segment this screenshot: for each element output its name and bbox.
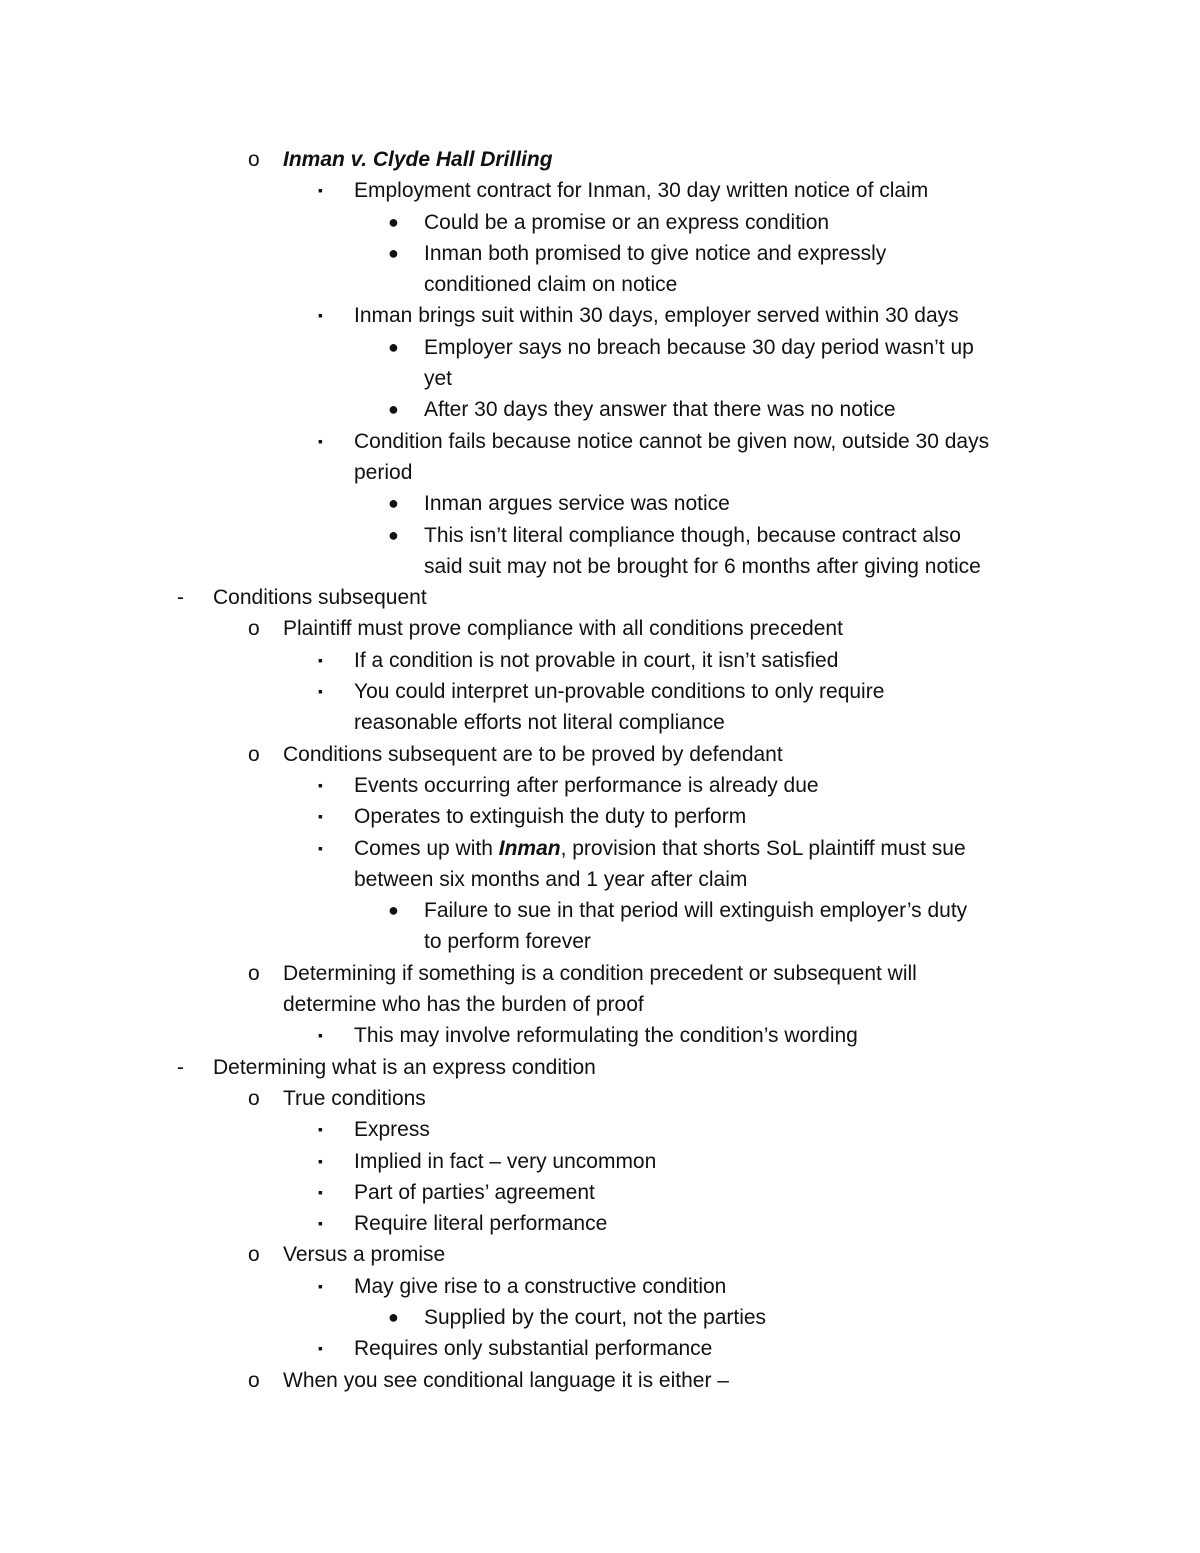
dot-bullet-icon: ●: [388, 493, 399, 514]
outline-item-level-3: [0, 238, 1200, 269]
outline-item-text: [424, 332, 974, 363]
text-run: , provision that shorts SoL plaintiff must sue: [560, 836, 966, 860]
outline-item-level-3: [0, 520, 1200, 551]
square-bullet-icon: ▪: [318, 432, 323, 449]
outline-item-level-2: [0, 1177, 1200, 1208]
outline-item-text: [354, 676, 884, 707]
text-run: Inman both promised to give notice and expressly: [424, 241, 887, 265]
outline-item-text: [424, 488, 730, 519]
text-run: Versus a promise: [283, 1243, 446, 1267]
outline-item-text: [354, 1146, 656, 1177]
outline-item-text: [354, 1114, 430, 1145]
outline-item-level-2: [0, 833, 1200, 864]
square-bullet-icon: ▪: [318, 808, 323, 825]
circle-bullet-icon: o: [248, 617, 260, 641]
dot-bullet-icon: ●: [388, 1306, 399, 1327]
square-bullet-icon: ▪: [318, 182, 323, 199]
outline-item-level-3: [0, 207, 1200, 238]
outline-item-level-3: [0, 895, 1200, 926]
outline-item-text: [283, 144, 553, 175]
outline-item-text: [354, 801, 746, 832]
outline-item-level-3: [0, 488, 1200, 519]
outline-item-text: [354, 864, 747, 895]
outline-item-level-1: [0, 958, 1200, 989]
outline-item-level-2: [0, 426, 1200, 457]
outline-item-text: [354, 707, 725, 738]
text-run: Determining if something is a condition precedent or subsequent will: [283, 961, 917, 985]
outline-item-text: [424, 895, 967, 926]
outline-item-level-3: [0, 1302, 1200, 1333]
outline-item-level-1: [0, 1365, 1200, 1396]
outline-item-level-3: [0, 394, 1200, 425]
dot-bullet-icon: ●: [388, 524, 399, 545]
outline-item-text: [283, 1365, 729, 1396]
outline-item-text: [354, 833, 966, 864]
outline-item-level-3: [0, 926, 1200, 957]
text-run: True conditions: [283, 1086, 426, 1110]
text-run: to perform forever: [424, 930, 591, 954]
outline-item-level-1: [0, 1083, 1200, 1114]
outline-item-level-1: [0, 739, 1200, 770]
dot-bullet-icon: ●: [388, 399, 399, 420]
outline-item-text: [354, 1177, 595, 1208]
square-bullet-icon: ▪: [318, 1340, 323, 1357]
text-run: yet: [424, 367, 453, 391]
square-bullet-icon: ▪: [318, 1215, 323, 1232]
outline-item-text: [283, 958, 917, 989]
outline-item-text: [424, 394, 896, 425]
text-run: Requires only substantial performance: [354, 1337, 713, 1361]
dot-bullet-icon: ●: [388, 211, 399, 232]
text-run: This isn’t literal compliance though, because contract also: [424, 523, 961, 547]
square-bullet-icon: ▪: [318, 307, 323, 324]
dash-bullet-icon: -: [177, 586, 184, 610]
text-run: Inman brings suit within 30 days, employer served within 30 days: [354, 304, 959, 328]
outline-item-text: [424, 520, 961, 551]
text-run: Could be a promise or an express condition: [424, 210, 830, 234]
outline-item-text: [354, 1271, 726, 1302]
text-run: Plaintiff must prove compliance with all conditions precedent: [283, 617, 843, 641]
outline-item-level-1: [0, 613, 1200, 644]
dot-bullet-icon: ●: [388, 242, 399, 263]
outline-item-level-2: [0, 457, 1200, 488]
outline-item-level-1: [0, 144, 1200, 175]
outline-item-text: [354, 1020, 858, 1051]
outline-item-level-2: [0, 770, 1200, 801]
outline-item-level-2: [0, 1020, 1200, 1051]
text-run: reasonable efforts not literal compliance: [354, 711, 725, 735]
outline-item-level-2: [0, 1271, 1200, 1302]
outline-item-text: [424, 926, 591, 957]
case-name-emphasis: Inman: [498, 836, 561, 860]
outline-item-text: [424, 363, 452, 394]
text-run: Implied in fact – very uncommon: [354, 1149, 657, 1173]
outline-item-text: [354, 1208, 607, 1239]
outline-item-level-1: [0, 1239, 1200, 1270]
circle-bullet-icon: o: [248, 742, 260, 766]
outline-item-level-1: [0, 989, 1200, 1020]
square-bullet-icon: ▪: [318, 1152, 323, 1169]
outline-item-text: [354, 426, 989, 457]
outline-item-text: [424, 269, 677, 300]
outline-item-text: [283, 739, 783, 770]
outline-item-level-0: [0, 1052, 1200, 1083]
square-bullet-icon: ▪: [318, 1183, 323, 1200]
outline-item-text: [354, 175, 928, 206]
outline-item-level-2: [0, 707, 1200, 738]
dot-bullet-icon: ●: [388, 336, 399, 357]
outline-item-text: [283, 989, 644, 1020]
outline-item-text: [354, 770, 819, 801]
outline-item-text: [424, 207, 829, 238]
outline-item-level-2: [0, 801, 1200, 832]
text-run: If a condition is not provable in court, it isn’t satisfied: [354, 648, 839, 672]
circle-bullet-icon: o: [248, 148, 260, 171]
dot-bullet-icon: ●: [388, 900, 399, 921]
text-run: Events occurring after performance is already due: [354, 773, 819, 797]
outline-item-text: [283, 1239, 445, 1270]
outline-item-level-2: [0, 864, 1200, 895]
outline-item-level-2: [0, 1146, 1200, 1177]
text-run: This may involve reformulating the condition’s wording: [354, 1024, 858, 1048]
outline-item-text: [354, 457, 412, 488]
text-run: between six months and 1 year after claim: [354, 867, 748, 891]
circle-bullet-icon: o: [248, 961, 260, 985]
outline-item-text: [213, 582, 427, 613]
outline-item-level-2: [0, 676, 1200, 707]
text-run: said suit may not be brought for 6 months after giving notice: [424, 554, 981, 578]
outline-item-text: [354, 1333, 712, 1364]
text-run: Condition fails because notice cannot be given now, outside 30 days: [354, 429, 990, 453]
text-run: Determining what is an express condition: [213, 1055, 596, 1079]
outline-item-level-2: [0, 300, 1200, 331]
outline-item-level-2: [0, 1208, 1200, 1239]
text-run: Conditions subsequent are to be proved by defendant: [283, 742, 783, 766]
text-run: conditioned claim on notice: [424, 273, 678, 297]
text-run: When you see conditional language it is either –: [283, 1368, 729, 1392]
circle-bullet-icon: o: [248, 1086, 260, 1110]
outline-item-text: [283, 613, 843, 644]
case-name-emphasis: Inman v. Clyde Hall Drilling: [283, 148, 553, 171]
text-run: Employer says no breach because 30 day period wasn’t up: [424, 335, 974, 359]
text-run: determine who has the burden of proof: [283, 993, 644, 1017]
outline-item-level-3: [0, 551, 1200, 582]
text-run: You could interpret un-provable conditions to only require: [354, 680, 885, 704]
text-run: Require literal performance: [354, 1212, 608, 1236]
outline-item-text: [283, 1083, 426, 1114]
square-bullet-icon: ▪: [318, 1027, 323, 1044]
text-run: period: [354, 460, 413, 484]
text-run: Part of parties’ agreement: [354, 1180, 595, 1204]
text-run: Inman argues service was notice: [424, 492, 730, 516]
circle-bullet-icon: o: [248, 1368, 260, 1392]
outline-notes: [0, 144, 1200, 1396]
text-run: Comes up with: [354, 836, 499, 860]
text-run: Supplied by the court, not the parties: [424, 1305, 767, 1329]
outline-item-level-3: [0, 332, 1200, 363]
square-bullet-icon: ▪: [318, 651, 323, 668]
outline-item-text: [424, 551, 981, 582]
outline-item-text: [424, 238, 886, 269]
text-run: Failure to sue in that period will extinguish employer’s duty: [424, 899, 968, 923]
dash-bullet-icon: -: [177, 1055, 184, 1079]
text-run: May give rise to a constructive condition: [354, 1274, 727, 1298]
outline-item-text: [213, 1052, 596, 1083]
outline-item-level-2: [0, 1333, 1200, 1364]
text-run: After 30 days they answer that there was no notice: [424, 398, 896, 422]
outline-item-text: [354, 300, 959, 331]
square-bullet-icon: ▪: [318, 839, 323, 856]
outline-item-level-2: [0, 175, 1200, 206]
outline-item-level-3: [0, 269, 1200, 300]
square-bullet-icon: ▪: [318, 776, 323, 793]
outline-item-text: [424, 1302, 766, 1333]
text-run: Employment contract for Inman, 30 day written notice of claim: [354, 179, 929, 203]
outline-item-level-2: [0, 645, 1200, 676]
outline-item-level-2: [0, 1114, 1200, 1145]
circle-bullet-icon: o: [248, 1243, 260, 1267]
square-bullet-icon: ▪: [318, 1277, 323, 1294]
square-bullet-icon: ▪: [318, 683, 323, 700]
outline-item-level-3: [0, 363, 1200, 394]
text-run: Operates to extinguish the duty to perform: [354, 805, 747, 829]
outline-item-level-0: [0, 582, 1200, 613]
outline-item-text: [354, 645, 838, 676]
text-run: Express: [354, 1118, 430, 1142]
square-bullet-icon: ▪: [318, 1121, 323, 1138]
text-run: Conditions subsequent: [213, 586, 427, 610]
